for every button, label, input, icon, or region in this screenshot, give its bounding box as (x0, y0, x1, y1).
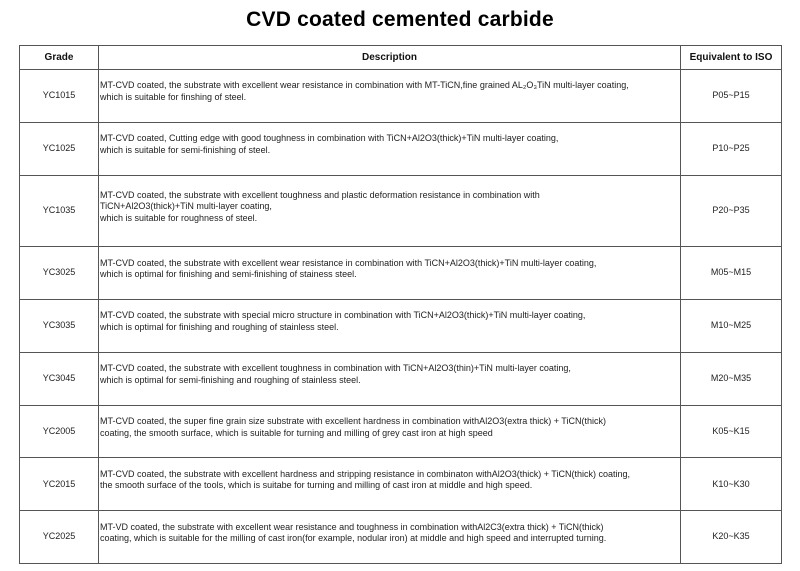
column-header-description: Description (99, 46, 681, 70)
description-cell (99, 247, 681, 300)
table-row (20, 352, 782, 405)
grades-table (19, 45, 782, 564)
grade-cell: YC1025 (20, 122, 99, 175)
description-cell (99, 122, 681, 175)
description-line: which is optimal for finishing and roughing of stainless steel. (100, 321, 339, 332)
table-row (20, 247, 782, 300)
column-header-iso: Equivalent to ISO (681, 46, 782, 70)
description-line: MT-CVD coated, the super fine grain size substrate with excellent hardness in combination withAl2O3(extra thick) + TiCN(thick) (100, 416, 606, 427)
description-line: MT-VD coated, the substrate with excellent wear resistance and toughness in combination withAl2C3(extra thick) + TiCN(thick) (100, 521, 604, 532)
grade-cell: YC2015 (20, 458, 99, 511)
description-cell (99, 175, 681, 247)
description-line: coating, which is suitable for the milling of cast iron(for example, nodular iron) at middle and high speed and interrupted turning. (100, 533, 607, 544)
table-row (20, 175, 782, 247)
table-row (20, 300, 782, 353)
table-row (20, 511, 782, 564)
description-line: MT-CVD coated, the substrate with excellent toughness in combination with TiCN+Al2O3(thin)+TiN multi-layer coating, (100, 363, 571, 374)
table-row (20, 405, 782, 458)
description-line: coating, the smooth surface, which is suitable for turning and milling of grey cast iron at high speed (100, 427, 493, 438)
grade-cell: YC1015 (20, 70, 99, 123)
table-row (20, 122, 782, 175)
description-line: MT-CVD coated, the substrate with special micro structure in combination with TiCN+Al2O3(thick)+TiN multi-layer coating, (100, 310, 586, 321)
description-line: which is optimal for finishing and semi-finishing of stainess steel. (100, 269, 357, 280)
iso-cell: M20~M35 (681, 352, 782, 405)
description-line: MT-CVD coated, the substrate with excellent toughness and plastic deformation resistance in combination with (100, 189, 540, 200)
description-line: the smooth surface of the tools, which is suitabe for turning and milling of cast iron at middle and high speed. (100, 480, 533, 491)
grade-cell: YC2005 (20, 405, 99, 458)
table-header-row (20, 46, 782, 70)
description-line: MT-CVD coated, the substrate with excellent wear resistance in combination with TiCN+Al2O3(thick)+TiN multi-layer coating, (100, 257, 597, 268)
description-line: MT-CVD coated, the substrate with excellent hardness and stripping resistance in combinaton withAl2O3(thick) + TiCN(thick) coating, (100, 468, 630, 479)
iso-cell: P05~P15 (681, 70, 782, 123)
grade-cell: YC3025 (20, 247, 99, 300)
description-cell (99, 405, 681, 458)
description-line: MT-CVD coated, the substrate with excellent wear resistance in combination with MT-TiCN,fine grained AL₂O₃TiN multi-layer coating, (100, 80, 629, 91)
description-line: which is optimal for semi-finishing and roughing of stainless steel. (100, 374, 361, 385)
description-line: TiCN+Al2O3(thick)+TiN multi-layer coating, (100, 201, 272, 212)
description-line: which is suitable for roughness of steel. (100, 212, 258, 223)
iso-cell: K10~K30 (681, 458, 782, 511)
table-row (20, 70, 782, 123)
iso-cell: P10~P25 (681, 122, 782, 175)
description-cell (99, 300, 681, 353)
description-cell (99, 352, 681, 405)
description-line: which is suitable for finshing of steel. (100, 91, 247, 102)
table-row (20, 458, 782, 511)
iso-cell: P20~P35 (681, 175, 782, 247)
description-cell (99, 70, 681, 123)
grade-cell: YC2025 (20, 511, 99, 564)
grade-cell: YC1035 (20, 175, 99, 247)
page-title: CVD coated cemented carbide (246, 8, 554, 31)
description-line: which is suitable for semi-finishing of steel. (100, 144, 271, 155)
iso-cell: M10~M25 (681, 300, 782, 353)
grade-cell: YC3035 (20, 300, 99, 353)
grade-cell: YC3045 (20, 352, 99, 405)
iso-cell: K20~K35 (681, 511, 782, 564)
column-header-grade: Grade (20, 46, 99, 70)
iso-cell: K05~K15 (681, 405, 782, 458)
description-cell (99, 511, 681, 564)
description-line: MT-CVD coated, Cutting edge with good toughness in combination with TiCN+Al2O3(thick)+TiN multi-layer coating, (100, 133, 559, 144)
description-cell (99, 458, 681, 511)
iso-cell: M05~M15 (681, 247, 782, 300)
